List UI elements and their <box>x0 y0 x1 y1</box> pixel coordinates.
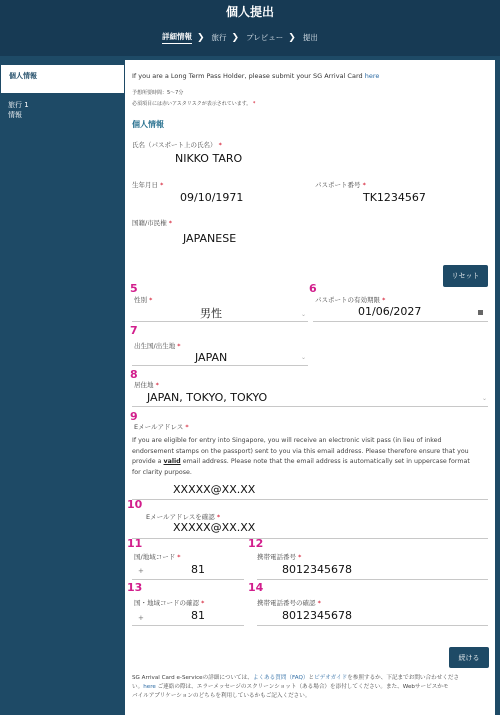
chevron-right-icon: ❯ <box>231 32 240 43</box>
chevron-down-icon: ⌄ <box>482 395 488 402</box>
passport-expiry-label: パスポートの有効期限 * <box>315 296 386 304</box>
calendar-icon[interactable] <box>478 310 483 315</box>
dob-input[interactable]: 09/10/1971 <box>180 191 244 204</box>
marker-14: 14 <box>248 581 264 594</box>
country-code-confirm-label: 国・地域コードの確認 * <box>134 599 205 607</box>
email-confirm-input[interactable]: XXXXX@XX.XX <box>173 521 256 534</box>
step-submit[interactable]: 提出 <box>302 33 318 42</box>
country-code-confirm-underline <box>132 625 244 626</box>
email-label: Eメールアドレス * <box>134 423 189 431</box>
passport-label: パスポート番号 * <box>315 181 366 189</box>
nationality-input[interactable]: JAPANESE <box>183 232 237 245</box>
marker-8: 8 <box>130 368 138 381</box>
estimated-time: 予想所要時間：5〜7分 <box>132 90 184 96</box>
sidebar-item-trip-1[interactable] <box>8 100 29 120</box>
residence-select[interactable]: JAPAN, TOKYO, TOKYO <box>147 391 268 404</box>
marker-10: 10 <box>127 498 143 511</box>
phone-confirm-input[interactable]: 8012345678 <box>282 609 352 622</box>
marker-9: 9 <box>130 410 138 423</box>
marker-6: 6 <box>309 282 317 295</box>
chevron-right-icon: ❯ <box>197 32 205 43</box>
plus-sign: + <box>138 614 144 622</box>
page-title: 個人提出 <box>225 5 274 19</box>
marker-11: 11 <box>127 537 143 550</box>
video-guide-link[interactable]: ビデオガイド <box>314 675 348 681</box>
contact-here-link[interactable]: here <box>143 684 156 690</box>
sex-label: 性別 * <box>134 296 153 304</box>
residence-label: 居住地 * <box>134 381 159 389</box>
birth-country-select[interactable]: JAPAN <box>195 351 228 364</box>
chevron-down-icon: ⌄ <box>301 311 307 318</box>
phone-confirm-label: 携帯電話番号の確認 * <box>257 599 321 607</box>
required-asterisk: * <box>252 101 256 107</box>
section-title: 個人情報 <box>132 120 164 129</box>
sex-select[interactable]: 男性 <box>200 307 222 320</box>
passport-input[interactable]: TK1234567 <box>363 191 426 204</box>
marker-7: 7 <box>130 324 138 337</box>
page-header <box>0 0 500 56</box>
form-panel <box>125 60 495 715</box>
sidebar <box>0 56 125 715</box>
ltph-note <box>132 72 379 80</box>
residence-underline <box>132 406 488 407</box>
phone-input[interactable]: 8012345678 <box>282 563 352 576</box>
step-trip[interactable]: 旅行 <box>211 33 227 42</box>
sidebar-item-personal-info[interactable]: 個人情報 <box>1 65 124 93</box>
name-input[interactable]: NIKKO TARO <box>175 152 243 165</box>
name-label: 氏名（パスポート上の氏名） * <box>132 141 222 149</box>
continue-button[interactable]: 続ける <box>449 647 489 668</box>
phone-underline <box>257 579 488 580</box>
email-input[interactable]: XXXXX@XX.XX <box>173 483 256 496</box>
email-confirm-label: Eメールアドレスを確認 * <box>146 513 221 521</box>
nationality-label: 国籍/市民権 * <box>132 219 173 227</box>
phone-confirm-underline <box>257 625 488 626</box>
ltph-here-link[interactable]: here <box>364 72 380 80</box>
expiry-underline <box>313 321 488 322</box>
dob-label: 生年月日 * <box>132 181 164 189</box>
marker-5: 5 <box>130 282 138 295</box>
email-underline <box>132 499 488 500</box>
ltph-note-text: If you are a Long Term Pass Holder, please submit your SG Arrival Card <box>132 72 363 80</box>
required-note-text: 必須項目には赤いアスタリスクが表示されています。 <box>132 101 252 107</box>
faq-link[interactable]: よくある質問（FAQ） <box>252 675 309 681</box>
footer-help-text: SG Arrival Card e-Serviceの詳細については、よくある質問（FAQ）とビデオガイドを参照するか、下記までお問い合わせくださ い。here ご連絡の際は、エラーメッセージのスクリーンショット（ある場合）を添付してください。また、Webサービスかモ バイルアプリケーションのどちらを利用しているかもご記入ください。 <box>132 675 460 699</box>
birth-country-underline <box>132 365 308 366</box>
country-code-input[interactable]: 81 <box>191 563 205 576</box>
progress-steps <box>162 31 318 44</box>
country-code-underline <box>132 579 244 580</box>
sidebar-item-sublabel: 情報 <box>8 111 22 119</box>
step-preview[interactable]: プレビュー <box>246 33 284 42</box>
sex-underline <box>132 321 308 322</box>
required-note <box>132 100 255 107</box>
reset-button[interactable]: リセット <box>443 265 488 287</box>
birth-country-label: 出生国/出生地 * <box>134 342 181 350</box>
email-info-text: If you are eligible for entry into Singapore, you will receive an electronic visit pass (in lieu of inked endorsement stamps on the passport) sent to you via this email address. Please therefore ensure that you provide a valid email address. Please note that the email address is automatically set in uppercase format for clarity purpose. <box>132 437 470 476</box>
chevron-right-icon: ❯ <box>288 32 296 43</box>
email-confirm-underline <box>132 538 488 539</box>
plus-sign: + <box>138 567 144 575</box>
country-code-confirm-input[interactable]: 81 <box>191 609 205 622</box>
step-details[interactable]: 詳細情報 <box>162 31 192 44</box>
phone-label: 携帯電話番号 * <box>257 553 302 561</box>
country-code-label: 国/地域コード * <box>134 553 181 561</box>
marker-12: 12 <box>248 537 264 550</box>
chevron-down-icon: ⌄ <box>301 354 307 361</box>
sidebar-item-label: 旅行 1 <box>8 101 29 109</box>
marker-13: 13 <box>127 581 143 594</box>
passport-expiry-input[interactable]: 01/06/2027 <box>358 305 422 318</box>
